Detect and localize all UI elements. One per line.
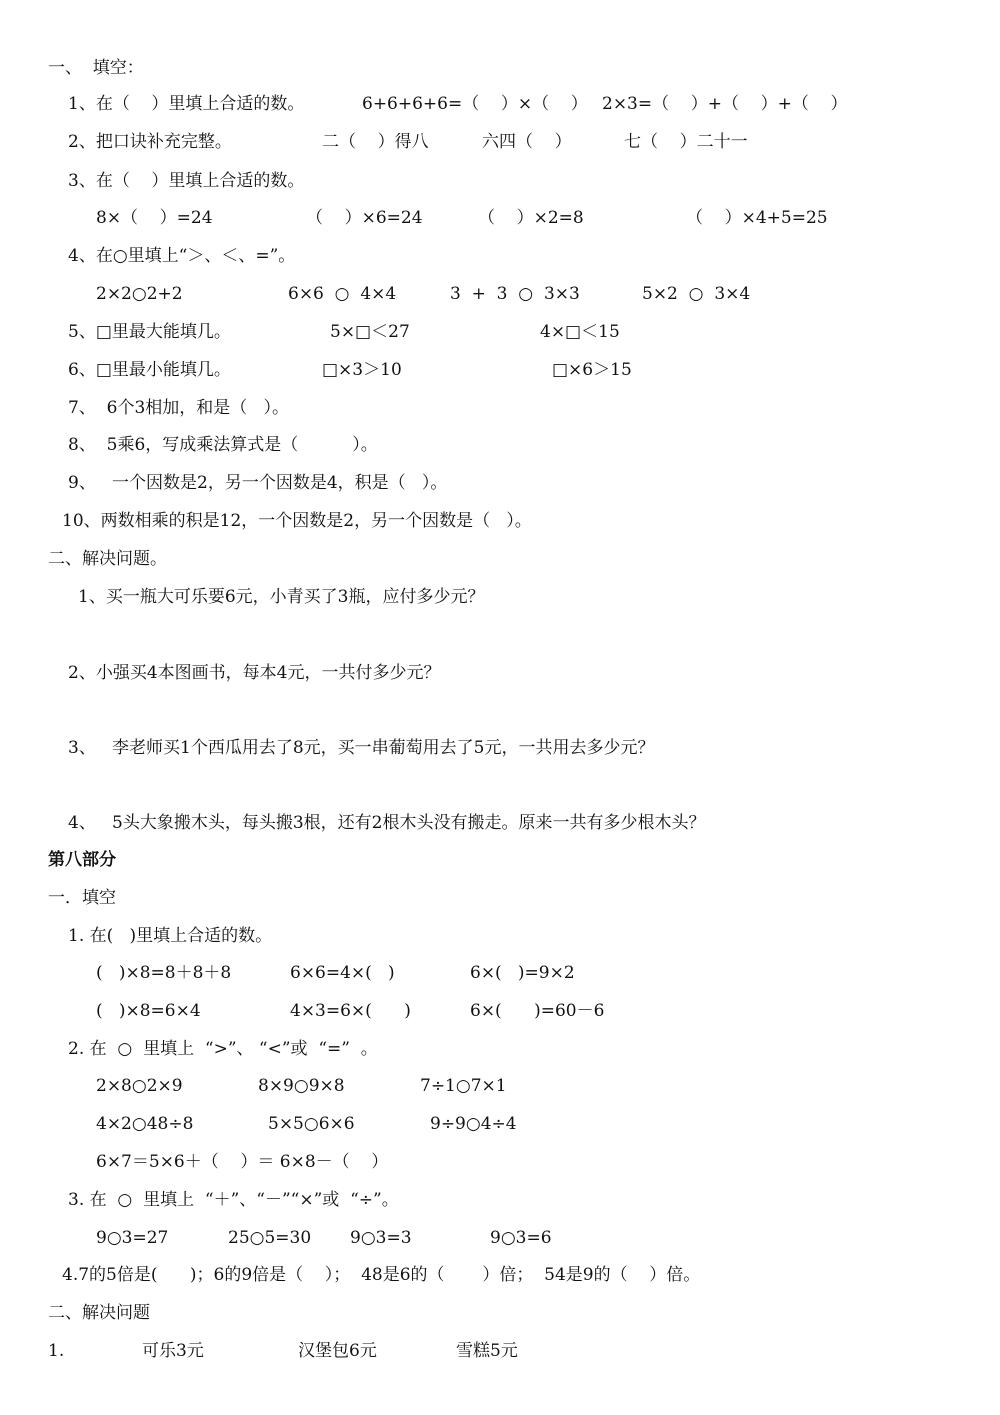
part-8-q3-expr: 9○3=6 [490, 1228, 552, 1248]
section-heading-solve: 二、解决问题。 [48, 549, 167, 569]
question-6-prompt: 6、□里最小能填几。 [68, 360, 231, 380]
question-2-prompt: 2、把口诀补充完整。 [68, 132, 232, 152]
question-5-expr-2: 4×□＜15 [540, 322, 620, 342]
problem-1: 1、买一瓶大可乐要6元，小青买了3瓶，应付多少元？ [78, 587, 485, 607]
part-8-q2-expr: 9÷9○4÷4 [430, 1114, 517, 1134]
part-8-q2-expr: 4×2○48÷8 [96, 1114, 194, 1134]
question-6-expr-1: □×3＞10 [322, 360, 402, 380]
part-8-problem-1-number: 1. [48, 1341, 65, 1361]
question-3-expr-2: （ ）×6=24 [306, 208, 423, 228]
section-heading-fill: 一、 填空： [48, 58, 144, 78]
part-8-title: 第八部分 [48, 850, 116, 870]
question-5-expr-1: 5×□＜27 [330, 322, 410, 342]
question-3-expr-4: （ ）×4+5=25 [686, 208, 828, 228]
part-8-q2-expr: 6×7＝5×6＋（ ）＝ 6×8－（ ） [96, 1152, 389, 1172]
part-8-q1-expr: ( )×8=8＋8＋8 [96, 963, 232, 983]
part-8-fill-heading: 一．填空 [48, 888, 116, 908]
part-8-q1-expr: 6×6=4×( ) [290, 963, 395, 983]
question-2-expr-2: 六四（ ） [482, 132, 572, 152]
question-9: 9、 一个因数是2，另一个因数是4，积是（ ）。 [68, 473, 448, 493]
question-7: 7、 6个3相加，和是（ ）。 [68, 398, 289, 418]
part-8-solve-heading: 二、解决问题 [48, 1303, 150, 1323]
question-1-expr-2: 2×3=（ ）+（ ）+（ ） [602, 94, 848, 114]
question-2-expr-3: 七（ ）二十一 [624, 132, 748, 152]
question-10: 10、两数相乘的积是12，一个因数是2，另一个因数是（ ）。 [62, 511, 532, 531]
question-4-expr-3: 3 + 3 ○ 3×3 [450, 284, 580, 304]
part-8-q3-expr: 9○3=27 [96, 1228, 169, 1248]
problem-4: 4、 5头大象搬木头，每头搬3根，还有2根木头没有搬走。原来一共有多少根木头？ [68, 813, 706, 833]
part-8-question-2-prompt: 2. 在 ○ 里填上 “>”、 “<”或 “=” 。 [68, 1039, 378, 1059]
part-8-question-4: 4.7的5倍是( )；6的9倍是（ ）； 48是6的（ ）倍； 54是9的（ ）倍。 [62, 1265, 701, 1285]
question-3-expr-1: 8×（ ）=24 [96, 208, 213, 228]
price-item-hamburger: 汉堡包6元 [298, 1341, 377, 1361]
part-8-q1-expr: ( )×8=6×4 [96, 1001, 201, 1021]
question-4-expr-4: 5×2 ○ 3×4 [642, 284, 751, 304]
question-6-expr-2: □×6＞15 [552, 360, 632, 380]
question-8: 8、 5乘6，写成乘法算式是（ ）。 [68, 435, 378, 455]
question-3-prompt: 3、在（ ）里填上合适的数。 [68, 171, 305, 191]
part-8-q2-expr: 8×9○9×8 [258, 1076, 345, 1096]
price-item-cola: 可乐3元 [142, 1341, 204, 1361]
part-8-q2-expr: 2×8○2×9 [96, 1076, 183, 1096]
question-1-expr-1: 6+6+6+6=（ ）×（ ） [362, 94, 588, 114]
question-5-prompt: 5、□里最大能填几。 [68, 322, 231, 342]
question-2-expr-1: 二（ ）得八 [322, 132, 429, 152]
part-8-question-1-prompt: 1. 在( )里填上合适的数。 [68, 926, 273, 946]
question-1-prompt: 1、在（ ）里填上合适的数。 [68, 94, 305, 114]
question-4-expr-2: 6×6 ○ 4×4 [288, 284, 397, 304]
part-8-q3-expr: 9○3=3 [350, 1228, 412, 1248]
problem-3: 3、 李老师买1个西瓜用去了8元，买一串葡萄用去了5元，一共用去多少元？ [68, 738, 655, 758]
price-item-ice-cream: 雪糕5元 [456, 1341, 518, 1361]
question-4-expr-1: 2×2○2+2 [96, 284, 183, 304]
part-8-q1-expr: 6×( )=60－6 [470, 1001, 605, 1021]
question-3-expr-3: （ ）×2=8 [478, 208, 584, 228]
part-8-q1-expr: 6×( )=9×2 [470, 963, 575, 983]
question-4-prompt: 4、在○里填上“＞、＜、=”。 [68, 246, 296, 266]
part-8-q1-expr: 4×3=6×( ) [290, 1001, 411, 1021]
part-8-q3-expr: 25○5=30 [228, 1228, 312, 1248]
part-8-question-3-prompt: 3. 在 ○ 里填上 “＋”、“－”“×”或 “÷”。 [68, 1190, 399, 1210]
problem-2: 2、小强买4本图画书，每本4元，一共付多少元？ [68, 663, 441, 683]
part-8-q2-expr: 5×5○6×6 [268, 1114, 355, 1134]
part-8-q2-expr: 7÷1○7×1 [420, 1076, 507, 1096]
